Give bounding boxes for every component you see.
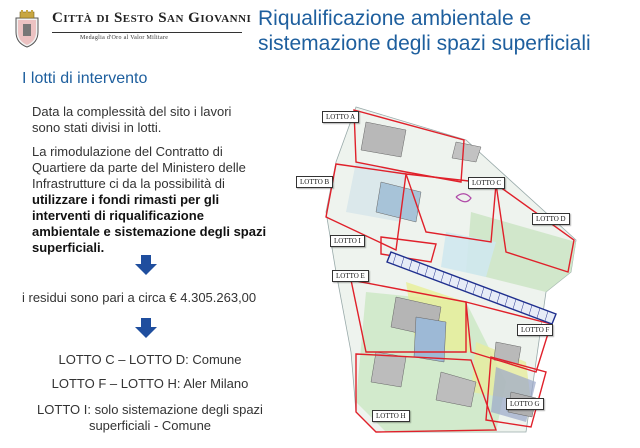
site-map: [296, 102, 632, 442]
city-name-divider: [52, 32, 242, 33]
arrow-down-icon: [135, 255, 157, 275]
lotto-i-line: LOTTO I: solo sistemazione degli spazi superficiali - Comune: [37, 402, 263, 433]
residui-amount: i residui sono pari a circa € 4.305.263,00: [22, 290, 257, 305]
lotto-i-label: LOTTO I: [330, 235, 365, 247]
lotto-c-label: LOTTO C: [468, 177, 505, 189]
lotto-e-label: LOTTO E: [332, 270, 369, 282]
city-motto: Medaglia d'Oro al Valor Militare: [80, 35, 169, 41]
slide-subtitle: I lotti di intervento: [22, 70, 148, 87]
city-name: Città di Sesto San Giovanni: [52, 10, 252, 26]
lotto-d-label: LOTTO D: [532, 213, 570, 225]
paragraph-rimodulazione-highlight: utilizzare i fondi rimasti per gli interventi di riqualificazione ambientale e sistemazione degli spazi superficiali.: [32, 192, 267, 255]
lotto-cd-line: LOTTO C – LOTTO D: Comune: [58, 352, 242, 367]
lotto-a-label: LOTTO A: [322, 111, 359, 123]
lotto-f-label: LOTTO F: [517, 324, 553, 336]
arrow-down-icon: [135, 318, 157, 338]
city-crest-icon: [12, 10, 42, 48]
slide-title: Riqualificazione ambientale e sistemazione degli spazi superficiali: [258, 7, 591, 55]
paragraph-rimodulazione: [32, 144, 272, 256]
lotto-fh-line: LOTTO F – LOTTO H: Aler Milano: [51, 376, 249, 391]
lotto-b-label: LOTTO B: [296, 176, 333, 188]
lotto-h-label: LOTTO H: [372, 410, 410, 422]
lotto-g-label: LOTTO G: [506, 398, 544, 410]
paragraph-rimodulazione-text: La rimodulazione del Contratto di Quartiere da parte del Ministero delle Infrastrutture ci da la possibilità di: [32, 144, 246, 191]
paragraph-intro: Data la complessità del sito i lavori sono stati divisi in lotti.: [32, 104, 232, 135]
